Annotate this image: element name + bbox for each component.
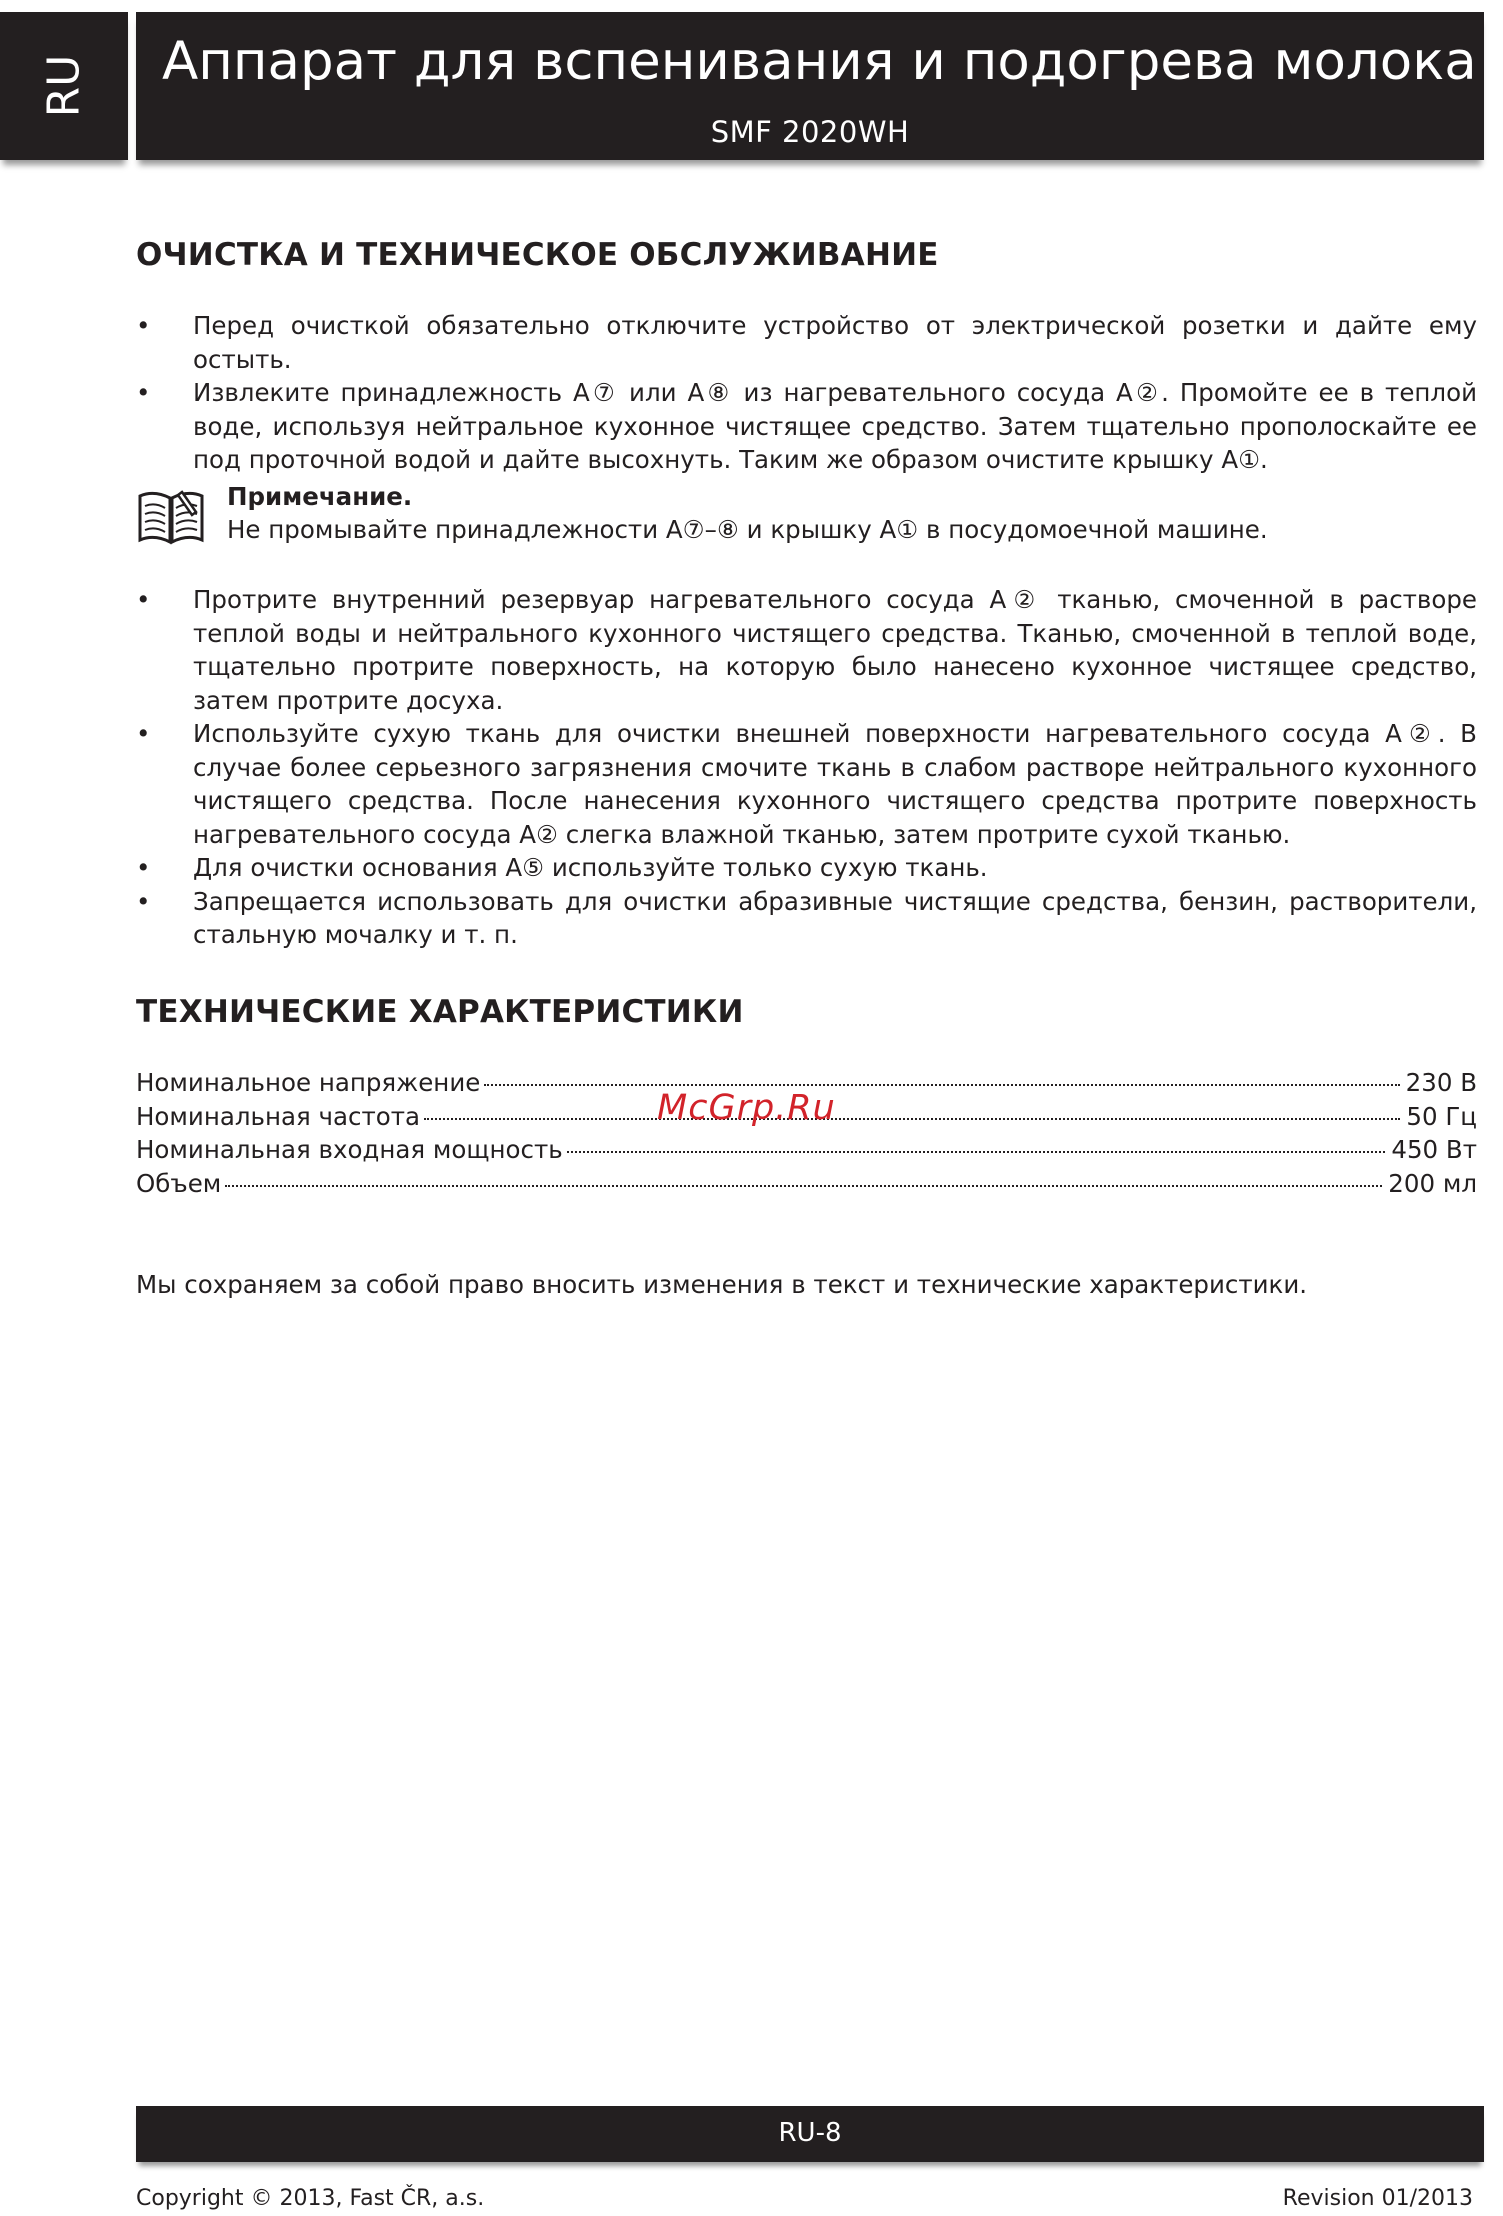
list-item: • Используйте сухую ткань для очистки внешней поверхности нагревательного сосуда A②. В случае более серьезного загрязнения смочите ткань в слабом растворе нейтрального кухонного чистящего средства. После нанесения кухонного чистящего средства протрите поверхность нагревательного сосуда A② слегка влажной тканью, затем протрите сухой тканью. — [136, 719, 1477, 849]
spec-label: Объем — [136, 1168, 222, 1198]
list-item: • Протрите внутренний резервуар нагревательного сосуда A② тканью, смоченной в растворе теплой воды и нейтрального кухонного чистящего средства. Тканью, смоченной в теплой воде, тщательно протрите поверхность, на которую было нанесено кухонное чистящее средство, затем протрите досуха. — [136, 585, 1477, 715]
spec-label: Номинальная входная мощность — [136, 1135, 563, 1164]
model-number: SMF 2020WH — [710, 115, 910, 149]
cleaning-heading: ОЧИСТКА И ТЕХНИЧЕСКОЕ ОБСЛУЖИВАНИЕ — [136, 237, 939, 273]
copyright: Copyright © 2013, Fast ČR, a.s. — [136, 2186, 485, 2211]
dot-leader — [424, 1118, 1400, 1120]
bullet-icon: • — [136, 378, 151, 407]
note-text: Не промывайте принадлежности A⑦–⑧ и крышку A① в посудомоечной машине. — [227, 515, 1268, 544]
dot-leader — [225, 1185, 1382, 1187]
watermark: McGrp.Ru — [657, 1088, 836, 1128]
language-tab — [0, 12, 128, 160]
dot-leader — [567, 1151, 1386, 1153]
spec-row-volume — [136, 1167, 1477, 1201]
revision: Revision 01/2013 — [1282, 2186, 1473, 2211]
list-item: • Перед очисткой обязательно отключите устройство от электрической розетки и дайте ему остыть. — [136, 311, 1477, 374]
page-footer-bar — [136, 2106, 1484, 2162]
bullet-icon: • — [136, 853, 151, 882]
disclaimer: Мы сохраняем за собой право вносить изменения в текст и технические характеристики. — [136, 1270, 1308, 1299]
spec-label: Номинальное напряжение — [136, 1068, 481, 1097]
list-item: • Запрещается использовать для очистки абразивные чистящие средства, бензин, растворители, стальную мочалку и т. п. — [136, 886, 1477, 949]
cleaning-list-top — [136, 309, 1477, 477]
bullet-icon: • — [136, 886, 151, 916]
bullet-icon: • — [136, 311, 151, 340]
note-title: Примечание. — [227, 482, 413, 511]
dot-leader — [484, 1084, 1399, 1086]
bullet-icon: • — [136, 719, 151, 748]
spec-value: 230 В — [1405, 1068, 1477, 1097]
document-title: Аппарат для вспенивания и подогрева молока — [162, 31, 1477, 92]
language-label: RU — [38, 54, 90, 118]
specs-heading: ТЕХНИЧЕСКИЕ ХАРАКТЕРИСТИКИ — [136, 994, 744, 1030]
spec-value: 200 мл — [1388, 1168, 1477, 1198]
spec-label: Номинальная частота — [136, 1101, 421, 1131]
list-item: • Для очистки основания A⑤ используйте только сухую ткань. — [136, 851, 1477, 885]
bullet-icon: • — [136, 585, 151, 614]
spec-value: 50 Гц — [1406, 1101, 1477, 1131]
note-box — [136, 480, 1477, 550]
cleaning-list-bottom — [136, 583, 1477, 952]
spec-value: 450 Вт — [1391, 1135, 1477, 1164]
spec-row-power — [136, 1133, 1477, 1167]
open-book-icon — [136, 488, 206, 546]
title-bar — [136, 12, 1484, 160]
list-item: • Извлеките принадлежность A⑦ или A⑧ из нагревательного сосуда A②. Промойте ее в теплой воде, используя нейтральное кухонное чистящее средство. Затем тщательно прополоскайте ее под проточной водой и дайте высохнуть. Таким же образом очистите крышку A①. — [136, 378, 1477, 474]
page-number: RU-8 — [778, 2118, 842, 2148]
specs-table — [136, 1066, 1477, 1200]
